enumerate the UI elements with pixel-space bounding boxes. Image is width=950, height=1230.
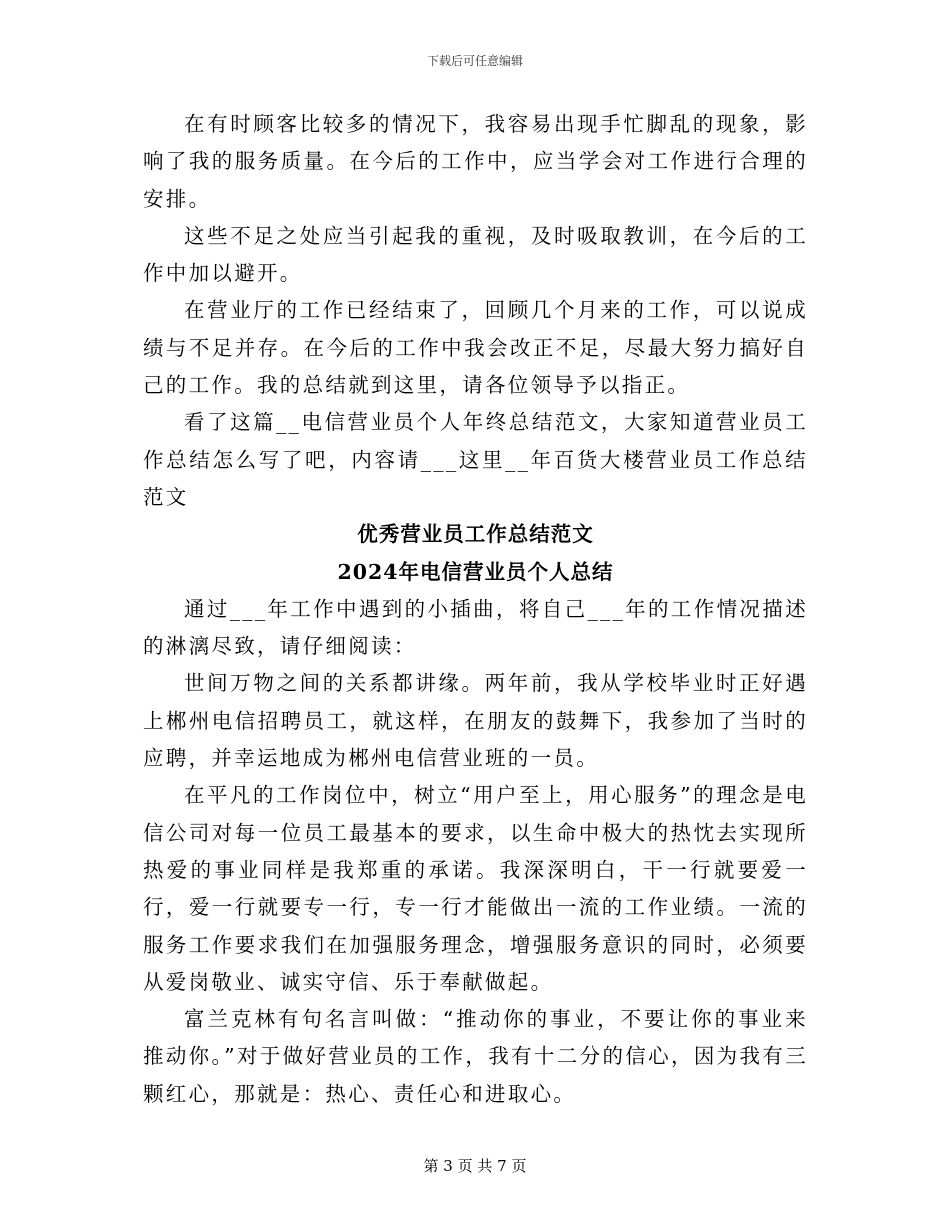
page-header: 下载后可任意编辑 — [426, 54, 523, 68]
paragraph: 看了这篇__电信营业员个人年终总结范文，大家知道营业员工作总结怎么写了吧，内容请___这里__年百货大楼营业员工作总结范文 — [143, 410, 808, 509]
paragraph: 世间万物之间的关系都讲缘。两年前，我从学校毕业时正好遇上郴州电信招聘员工，就这样，在朋友的鼓舞下，我参加了当时的应聘，并幸运地成为郴州电信营业班的一员。 — [143, 671, 808, 771]
page-number: 第 3 页 共 7 页 — [423, 1157, 527, 1175]
document-body — [143, 106, 808, 1113]
section-heading: 2024年电信营业员个人总结 — [337, 559, 614, 584]
section-heading: 优秀营业员工作总结范文 — [357, 522, 594, 547]
paragraph: 在平凡的工作岗位中，树立“用户至上，用心服务”的理念是电信公司对每一位员工最基本的要求，以生命中极大的热忱去实现所热爱的事业同样是我郑重的承诺。我深深明白，干一行就要爱一行，爱一行就要专一行，专一行才能做出一流的工作业绩。一流的服务工作要求我们在加强服务理念，增强服务意识的同时，必须要从爱岗敬业、诚实守信、乐于奉献做起。 — [143, 783, 808, 994]
paragraph: 通过___年工作中遇到的小插曲，将自己___年的工作情况描述的淋漓尽致，请仔细阅读： — [143, 596, 808, 659]
paragraph: 这些不足之处应当引起我的重视，及时吸取教训，在今后的工作中加以避开。 — [143, 223, 808, 286]
paragraph: 在有时顾客比较多的情况下，我容易出现手忙脚乱的现象，影响了我的服务质量。在今后的工作中，应当学会对工作进行合理的安排。 — [143, 112, 808, 211]
paragraph: 在营业厅的工作已经结束了，回顾几个月来的工作，可以说成绩与不足并存。在今后的工作中我会改正不足，尽最大努力搞好自己的工作。我的总结就到这里，请各位领导予以指正。 — [143, 298, 808, 398]
paragraph: 富兰克林有句名言叫做：“推动你的事业，不要让你的事业来推动你。”对于做好营业员的工作，我有十二分的信心，因为我有三颗红心，那就是：热心、责任心和进取心。 — [143, 1007, 808, 1106]
